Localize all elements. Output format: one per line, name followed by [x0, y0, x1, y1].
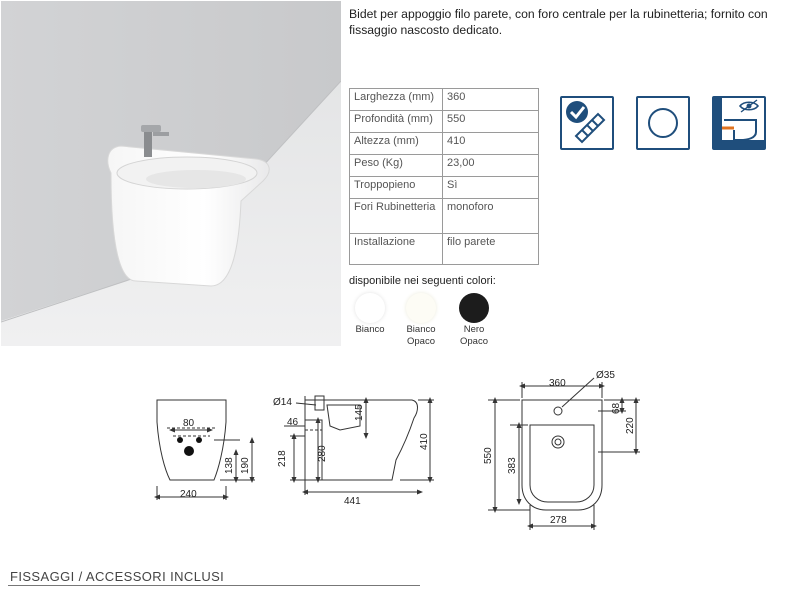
spec-row [350, 199, 539, 234]
color-label-line1: Bianco [355, 324, 385, 335]
dim-front-80: 80 [183, 418, 195, 429]
front-view-drawing [157, 400, 255, 500]
dim-top-360: 360 [549, 378, 566, 389]
hidden-fixing-check-icon [562, 98, 612, 148]
spec-value: monoforo [443, 199, 539, 234]
dim-side-441: 441 [344, 496, 361, 507]
spec-label: Troppopieno [350, 177, 443, 199]
dim-top-220: 220 [625, 417, 636, 434]
spec-label: Profondità (mm) [350, 111, 443, 133]
color-swatch-bianco [355, 293, 385, 323]
color-label-bianco [345, 324, 395, 336]
hidden-fixing-badge [560, 96, 614, 150]
color-label-line2: Opaco [460, 336, 488, 347]
spec-row [350, 111, 539, 133]
color-label-nero-opaco [449, 324, 499, 348]
colors-title: disponibile nei seguenti colori: [349, 275, 496, 287]
spec-label: Peso (Kg) [350, 155, 443, 177]
spec-row [350, 89, 539, 111]
product-description: Bidet per appoggio filo parete, con foro centrale per la rubinetteria; fornito con fissaggio nascosto dedicato. [349, 7, 768, 37]
single-hole-badge [636, 96, 690, 150]
top-view-drawing [488, 378, 640, 530]
spec-label: Installazione [350, 234, 443, 265]
spec-value: 23,00 [443, 155, 539, 177]
color-label-line2: Opaco [407, 336, 435, 347]
color-label-line1: Nero [463, 324, 485, 335]
spec-value: 360 [443, 89, 539, 111]
dim-side-280: 280 [317, 445, 328, 462]
spec-row [350, 177, 539, 199]
spec-label: Altezza (mm) [350, 133, 443, 155]
color-label-line1: Bianco [406, 324, 436, 335]
dim-front-190: 190 [240, 457, 251, 474]
spec-table [349, 88, 539, 265]
spec-label: Larghezza (mm) [350, 89, 443, 111]
color-swatch-bianco-opaco [406, 293, 436, 323]
color-label-bianco-opaco [396, 324, 446, 348]
dim-top-383: 383 [507, 457, 518, 474]
spec-value: filo parete [443, 234, 539, 265]
section-title: FISSAGGI / ACCESSORI INCLUSI [10, 569, 225, 584]
spec-row [350, 133, 539, 155]
spec-label: Fori Rubinetteria [350, 199, 443, 234]
dim-front-138: 138 [224, 457, 235, 474]
technical-drawings [0, 355, 788, 540]
dim-side-46: 46 [287, 417, 299, 428]
dim-top-68: 68 [611, 402, 622, 414]
spec-row [350, 234, 539, 265]
bidet-illustration [1, 1, 341, 346]
dim-top-278: 278 [550, 515, 567, 526]
color-swatch-nero-opaco [459, 293, 489, 323]
dim-top-550: 550 [483, 447, 494, 464]
spec-value: 550 [443, 111, 539, 133]
dim-top-d35: Ø35 [596, 370, 615, 381]
wall-mounted-eye-icon [714, 98, 764, 148]
dim-side-218: 218 [277, 450, 288, 467]
front-view-holes [177, 437, 202, 456]
product-photo [1, 1, 341, 346]
dim-side-145: 145 [354, 404, 365, 421]
single-hole-circle-icon [638, 98, 688, 148]
dim-side-d14: Ø14 [273, 397, 292, 408]
spec-value: Sì [443, 177, 539, 199]
wall-mounted-badge [712, 96, 766, 150]
dim-front-240: 240 [180, 489, 197, 500]
section-divider [8, 585, 420, 586]
spec-row [350, 155, 539, 177]
dim-side-410: 410 [419, 433, 430, 450]
spec-value: 410 [443, 133, 539, 155]
